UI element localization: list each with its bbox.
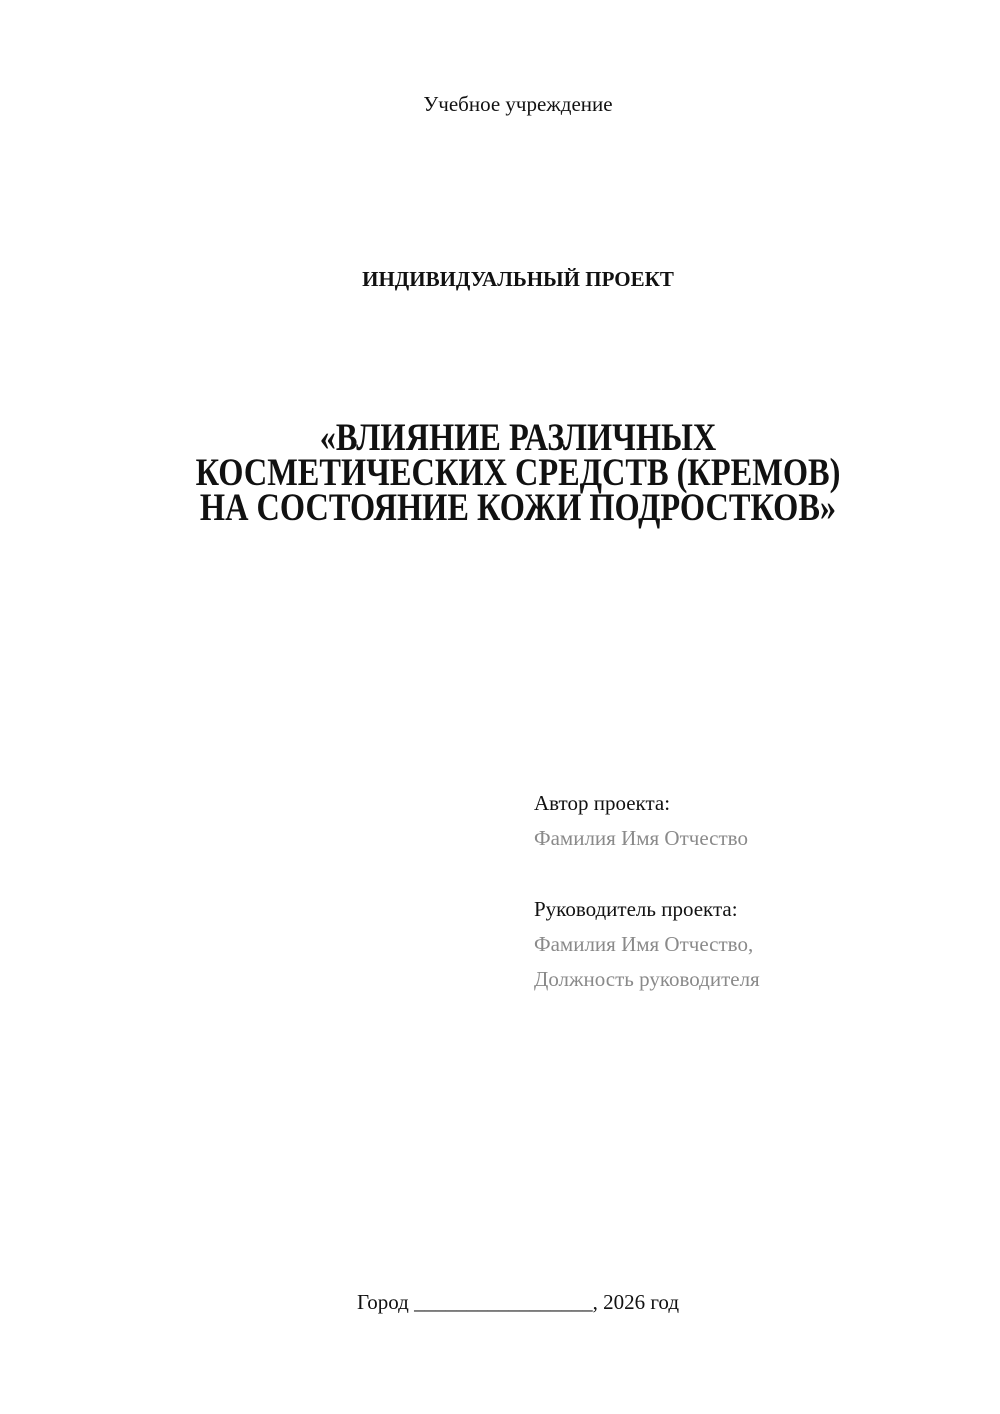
title-line: КОСМЕТИЧЕСКИХ СРЕДСТВ (КРЕМОВ) (195, 451, 841, 494)
author-label: Автор проекта: (534, 791, 671, 815)
year: , 2026 год (592, 1290, 680, 1314)
supervisor-label: Руководитель проекта: (534, 897, 738, 921)
title-line: НА СОСТОЯНИЕ КОЖИ ПОДРОСТКОВ» (199, 486, 837, 529)
supervisor-name: Фамилия Имя Отчество, (534, 932, 754, 956)
city-label: Город (356, 1290, 409, 1314)
title-line: «ВЛИЯНИЕ РАЗЛИЧНЫХ (319, 416, 717, 459)
institution: Учебное учреждение (423, 92, 613, 116)
author-block (534, 786, 748, 856)
project-title (118, 416, 918, 529)
footer-city-year (36, 1290, 1000, 1315)
supervisor-block (534, 892, 760, 997)
author-name: Фамилия Имя Отчество (534, 826, 748, 850)
supervisor-position: Должность руководителя (534, 967, 760, 991)
city-blank: _________________ (414, 1290, 593, 1314)
project-type: ИНДИВИДУАЛЬНЫЙ ПРОЕКТ (362, 267, 674, 291)
